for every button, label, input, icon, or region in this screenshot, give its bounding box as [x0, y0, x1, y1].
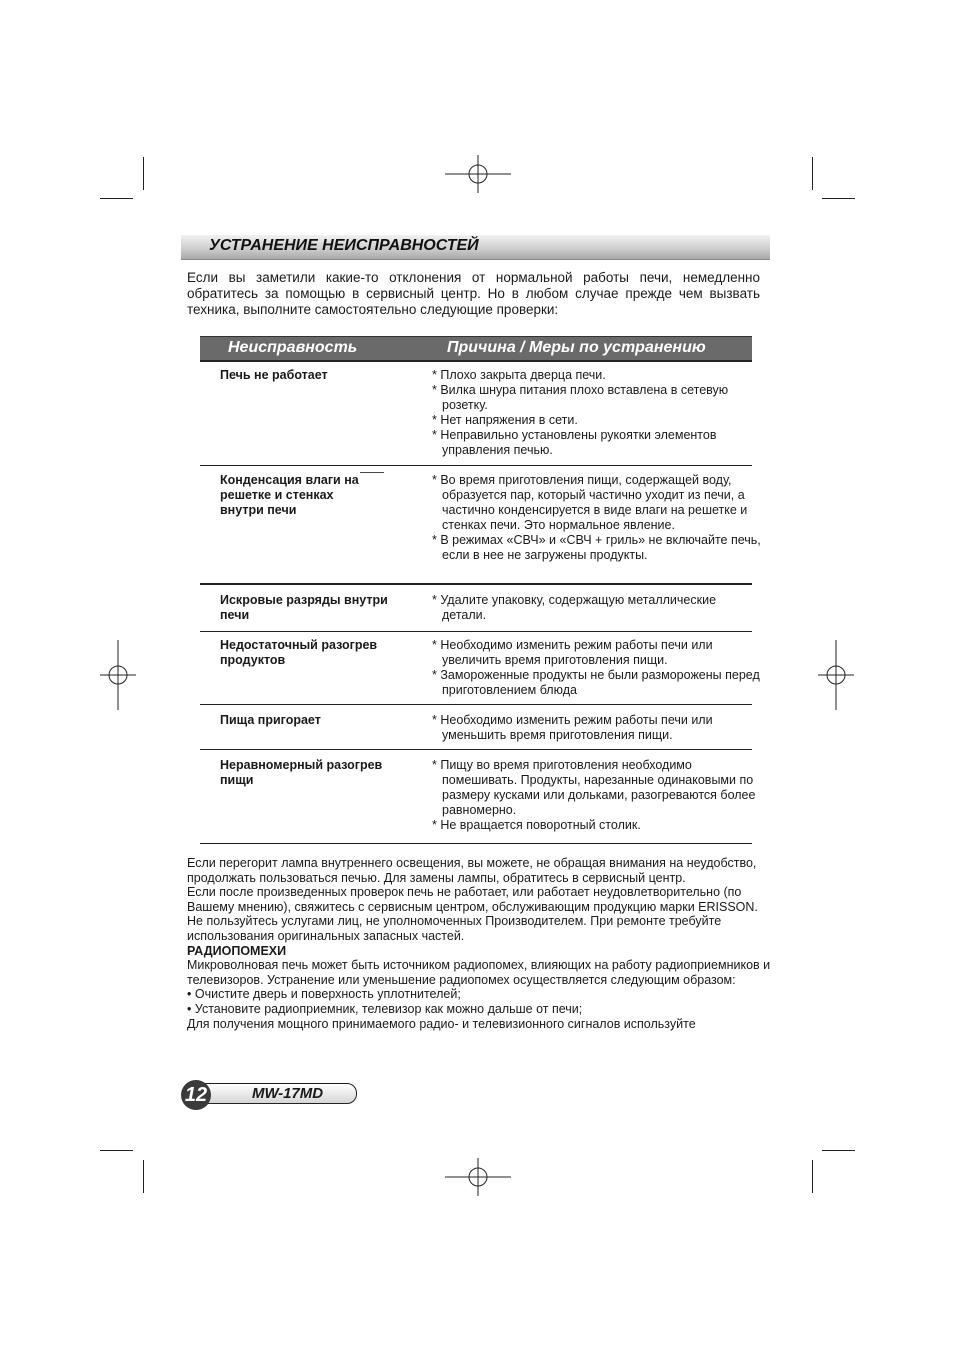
registration-mark-icon	[100, 640, 136, 710]
registration-mark-icon	[445, 155, 511, 193]
cause-item: * Необходимо изменить режим работы печи или увеличить время приготовления пищи.	[432, 638, 762, 668]
cause-list	[432, 758, 762, 833]
cause-item: * Нет напряжения в сети.	[432, 413, 762, 428]
row-divider	[200, 583, 752, 585]
note-paragraph: Если после произведенных проверок печь не работает, или работает неудовлетворительно (по Вашему мнению), свяжитесь с сервисным центром, обслуживающим продукцию марки ERISSON.	[187, 885, 758, 914]
fault-label: Конденсация влаги на решетке и стенках внутри печи	[220, 473, 359, 517]
row-divider	[200, 465, 752, 466]
crop-mark	[143, 157, 144, 190]
crop-mark	[100, 198, 133, 199]
table-row	[200, 593, 752, 632]
fault-label: Неравномерный разогрев пищи	[220, 758, 383, 787]
table-header	[200, 336, 752, 362]
model-badge	[205, 1083, 357, 1104]
table-row	[200, 473, 761, 585]
crop-mark	[143, 1160, 144, 1193]
cause-item: * Плохо закрыта дверца печи.	[432, 368, 762, 383]
header-cause: Причина / Меры по устранению	[447, 339, 706, 356]
crop-mark	[812, 1160, 813, 1193]
table-row	[200, 368, 752, 466]
section-header	[181, 235, 770, 260]
model-name: MW-17MD	[252, 1085, 324, 1102]
cause-list	[432, 593, 762, 623]
cause-item: * Пищу во время приготовления необходимо помешивать. Продукты, нарезанные одинаковыми по размеру кусками или дольками, разогреваются более равномерно.	[432, 758, 762, 818]
note-paragraph: Если перегорит лампа внутреннего освещения, вы можете, не обращая внимания на неудобство, продолжать пользоваться печью. Для замены лампы, обратитесь в сервисный центр.	[187, 856, 757, 885]
cause-item: * Во время приготовления пищи, содержащей воду, образуется пар, который частично уходит из печи, а частично конденсируется в виде влаги на решетке и стенках печи. Это нормальное явление.	[432, 473, 762, 533]
cause-item: * Необходимо изменить режим работы печи или уменьшить время приготовления пищи.	[432, 713, 762, 743]
crop-mark	[100, 1150, 133, 1151]
fault-label: Недостаточный разогрев продуктов	[220, 638, 378, 667]
row-divider	[200, 704, 752, 705]
crop-mark	[822, 198, 855, 199]
cause-item: * Вилка шнура питания плохо вставлена в сетевую розетку.	[432, 383, 762, 413]
note-paragraph: Не пользуйтесь услугами лиц, не уполномоченных Производителем. При ремонте требуйте использования оригинальных запасных частей.	[187, 914, 722, 943]
row-divider	[200, 631, 752, 632]
cause-item: * Замороженные продукты не были разморожены перед приготовлением блюда	[432, 668, 762, 698]
notes	[187, 856, 777, 1031]
cause-list	[432, 368, 762, 458]
section-title: УСТРАНЕНИЕ НЕИСПРАВНОСТЕЙ	[209, 237, 479, 254]
registration-mark-icon	[445, 1158, 511, 1196]
cause-list	[432, 638, 762, 698]
row-divider	[200, 843, 752, 844]
table-row	[200, 713, 752, 750]
table-row	[200, 758, 756, 844]
fault-label: Искровые разряды внутри печи	[220, 593, 388, 622]
note-paragraph: Микроволновая печь может быть источником радиопомех, влияющих на работу радиоприемников и телевизоров. Устранение или уменьшение радиопомех осуществляется следующим образом:	[187, 958, 771, 987]
radio-interference-heading: РАДИОПОМЕХИ	[187, 943, 287, 958]
fault-label: Печь не работает	[220, 368, 328, 382]
cause-list	[432, 713, 762, 743]
bullet-item: • Очистите дверь и поверхность уплотнителей;	[187, 987, 461, 1002]
bullet-item: • Установите радиоприемник, телевизор как можно дальше от печи;	[187, 1001, 583, 1016]
crop-mark	[812, 157, 813, 190]
fault-label: Пища пригорает	[220, 713, 321, 727]
row-divider	[200, 749, 752, 750]
cause-list	[432, 473, 762, 563]
registration-mark-icon	[818, 640, 854, 710]
note-paragraph: Для получения мощного принимаемого радио- и телевизионного сигналов используйте	[187, 1016, 696, 1031]
crop-mark	[822, 1150, 855, 1151]
table-row	[200, 638, 760, 705]
page-number: 12	[181, 1080, 211, 1110]
cause-item: * В режимах «СВЧ» и «СВЧ + гриль» не включайте печь, если в нее не загружены продукты.	[432, 533, 762, 563]
cause-item: * Удалите упаковку, содержащую металлические детали.	[432, 593, 762, 623]
cause-item: * Неправильно установлены рукоятки элементов управления печью.	[432, 428, 762, 458]
row-divider	[360, 472, 384, 473]
cause-item: * Не вращается поворотный столик.	[432, 818, 762, 833]
header-fault: Неисправность	[228, 339, 358, 356]
intro-paragraph: Если вы заметили какие-то отклонения от нормальной работы печи, немедленно обратитесь за помощью в сервисный центр. Но в любом случае прежде чем вызвать техника, выполните самостоятельно следующие проверки:	[187, 270, 760, 317]
